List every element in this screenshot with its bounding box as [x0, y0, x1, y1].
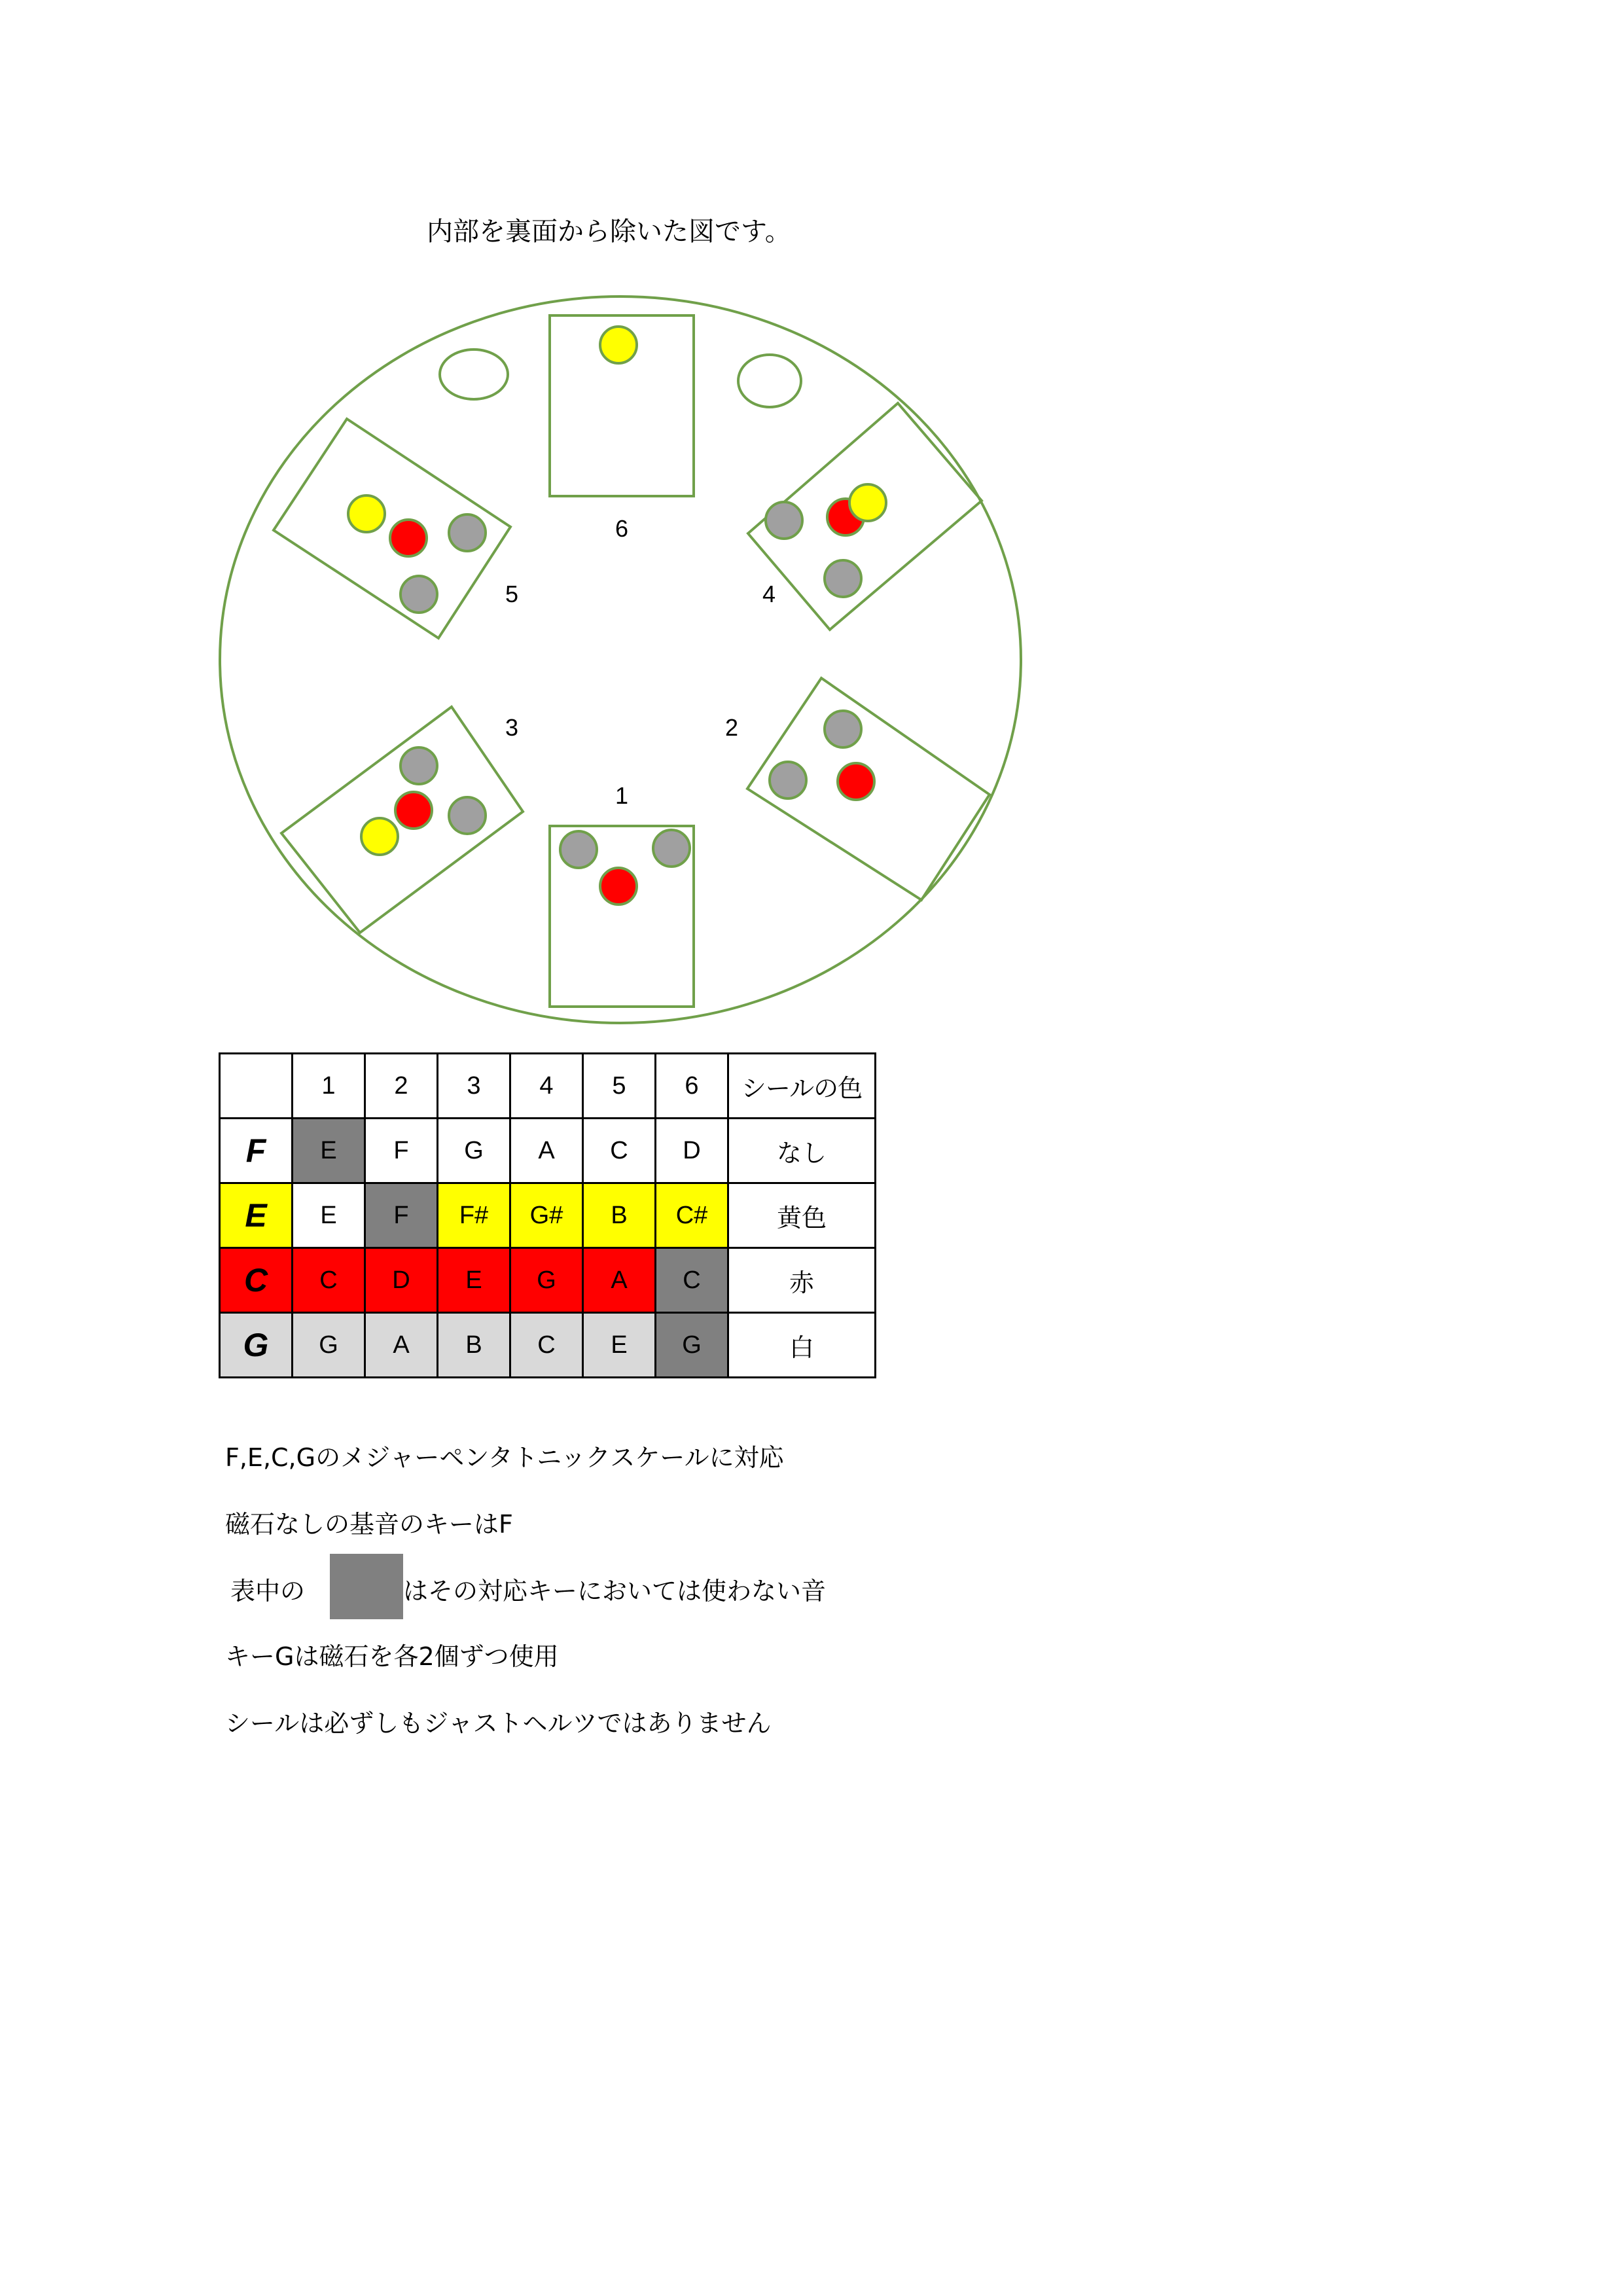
- sticker-color-cell: 赤: [728, 1248, 876, 1313]
- note-unused-suffix: はその対応キーにおいては使わない音: [403, 1577, 827, 1605]
- note-cell: E: [293, 1119, 365, 1183]
- note-cell: B: [583, 1183, 656, 1248]
- magnet-slot1-gray-a: [560, 831, 597, 868]
- magnet-slot5-gray-b: [401, 576, 437, 613]
- note-cell: G: [656, 1313, 728, 1378]
- table-row: [220, 1248, 876, 1313]
- note-cell: G#: [510, 1183, 583, 1248]
- note-cell: F#: [438, 1183, 510, 1248]
- sticker-color-cell: 白: [728, 1313, 876, 1378]
- note-cell: G: [510, 1248, 583, 1313]
- note-cell: C: [583, 1119, 656, 1183]
- header-slot-4: 4: [510, 1054, 583, 1119]
- key-note-table: [219, 1052, 876, 1378]
- slot-1-label: 1: [615, 782, 629, 809]
- magnet-slot2-red: [838, 763, 874, 800]
- page-title: 内部を裏面から除いた図です。: [427, 217, 791, 247]
- note-cell: B: [438, 1313, 510, 1378]
- magnet-slot1-red: [600, 868, 637, 905]
- oval-hole-left: [440, 350, 508, 399]
- note-sticker-disclaimer: シールは必ずしもジャストヘルツではありません: [225, 1709, 772, 1738]
- note-cell: D: [656, 1119, 728, 1183]
- header-slot-3: 3: [438, 1054, 510, 1119]
- magnet-slot2-gray-b: [770, 762, 806, 798]
- note-cell: C: [656, 1248, 728, 1313]
- note-base-key: 磁石なしの基音のキーはF: [225, 1510, 513, 1539]
- header-slot-1: 1: [293, 1054, 365, 1119]
- note-cell: F: [365, 1119, 438, 1183]
- slot-4-label: 4: [762, 581, 776, 607]
- note-cell: G: [293, 1313, 365, 1378]
- note-cell: E: [293, 1183, 365, 1248]
- note-cell: F: [365, 1183, 438, 1248]
- magnet-slot6-yellow: [600, 327, 637, 363]
- note-cell: A: [365, 1313, 438, 1378]
- header-slot-6: 6: [656, 1054, 728, 1119]
- note-cell: E: [438, 1248, 510, 1313]
- magnet-slot4-gray-a: [766, 502, 802, 539]
- note-unused-prefix: 表中の: [230, 1577, 306, 1605]
- note-cell: C: [293, 1248, 365, 1313]
- sticker-color-cell: なし: [728, 1119, 876, 1183]
- magnet-slot3-gray-a: [401, 747, 437, 784]
- header-sticker-color: シールの色: [728, 1054, 876, 1119]
- table-row: [220, 1119, 876, 1183]
- note-pentatonic: F,E,C,Gのメジャーペンタトニックスケールに対応: [225, 1443, 784, 1472]
- oval-hole-right: [738, 355, 801, 407]
- slot-5-label: 5: [505, 581, 519, 607]
- interior-diagram: [0, 0, 1623, 1047]
- magnet-slot4-gray-b: [825, 560, 861, 597]
- magnet-slot3-gray-b: [449, 797, 486, 834]
- magnet-slot5-gray-a: [449, 514, 486, 551]
- slot-3-label: 3: [505, 714, 519, 741]
- slot-2-label: 2: [724, 714, 739, 741]
- magnet-slot3-red: [395, 792, 432, 829]
- note-cell: D: [365, 1248, 438, 1313]
- note-cell: A: [510, 1119, 583, 1183]
- note-cell: C: [510, 1313, 583, 1378]
- table-row: [220, 1313, 876, 1378]
- key-label-C: C: [220, 1248, 293, 1313]
- magnet-slot1-gray-b: [653, 830, 690, 867]
- header-corner-cell: [220, 1054, 293, 1119]
- sticker-color-cell: 黄色: [728, 1183, 876, 1248]
- magnet-slot5-yellow: [348, 495, 385, 532]
- note-key-g-magnets: キーGは磁石を各2個ずつ使用: [225, 1642, 559, 1671]
- key-label-F: F: [220, 1119, 293, 1183]
- unused-note-swatch: [330, 1554, 403, 1619]
- magnet-slot2-gray-a: [825, 711, 861, 747]
- table-row: [220, 1183, 876, 1248]
- magnet-slot3-yellow: [361, 818, 398, 855]
- table-header-row: [220, 1054, 876, 1119]
- magnet-slot4-yellow: [849, 484, 886, 521]
- note-cell: G: [438, 1119, 510, 1183]
- header-slot-2: 2: [365, 1054, 438, 1119]
- key-label-E: E: [220, 1183, 293, 1248]
- header-slot-5: 5: [583, 1054, 656, 1119]
- slot-6-label: 6: [615, 515, 629, 542]
- magnet-slot5-red: [390, 520, 427, 556]
- key-label-G: G: [220, 1313, 293, 1378]
- note-cell: C#: [656, 1183, 728, 1248]
- note-cell: E: [583, 1313, 656, 1378]
- note-cell: A: [583, 1248, 656, 1313]
